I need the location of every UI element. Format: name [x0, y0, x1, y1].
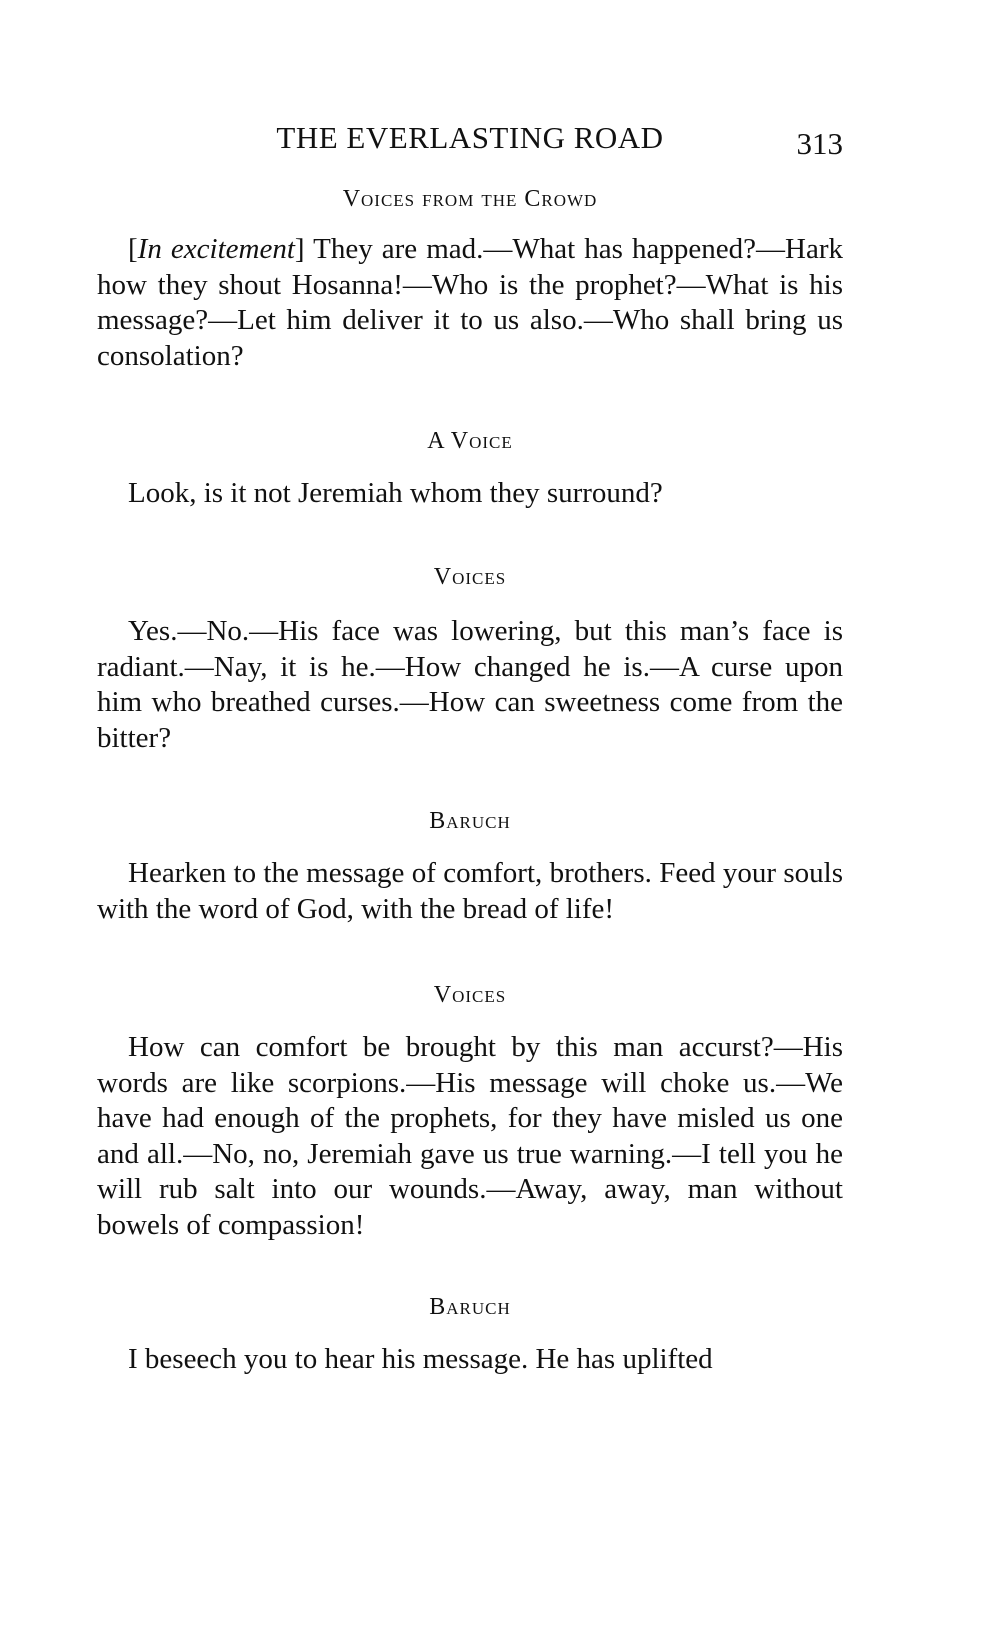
speaker-name: Voices: [433, 982, 507, 1008]
speech-text: They are mad.—What has happened?—Hark how they shout Hosanna!—Who is the prophet?—What is his message?—Let him deliver it to us also.—Who shall bring us consolation?: [97, 233, 843, 372]
speech-paragraph: [97, 1030, 843, 1243]
speech-text: I beseech you to hear his message. He has uplifted: [128, 1343, 713, 1375]
speech-text: Hearken to the message of comfort, brothers. Feed your souls with the word of God, with the bread of life!: [97, 857, 843, 925]
stage-direction: In excitement: [137, 233, 295, 265]
speech-paragraph: [97, 232, 843, 374]
running-title: THE EVERLASTING ROAD: [276, 120, 664, 155]
speech-paragraph: [97, 476, 843, 512]
speaker-name: Voices from the Crowd: [342, 186, 598, 212]
speaker-name: Baruch: [429, 808, 511, 834]
running-head: [97, 120, 843, 160]
page-number: 313: [796, 126, 843, 161]
speaker-name: Baruch: [429, 1294, 511, 1320]
speech-text: Look, is it not Jeremiah whom they surround?: [128, 477, 663, 509]
speech-text: Yes.—No.—His face was lowering, but this man’s face is radiant.—Nay, it is he.—How changed he is.—A curse upon him who breathed curses.—How can sweetness come from the bitter?: [97, 615, 843, 754]
stage-direction-open-bracket: [: [128, 233, 138, 265]
speaker-name: A Voice: [427, 428, 513, 454]
stage-direction-close-bracket: ]: [294, 233, 305, 265]
speech-paragraph: [97, 1342, 843, 1378]
speaker-name: Voices: [433, 564, 507, 590]
speech-text: How can comfort be brought by this man accurst?—His words are like scorpions.—His message will choke us.—We have had enough of the prophets, for they have misled us one and all.—No, no, Jeremiah gave us true warning.—I tell you he will rub salt into our wounds.—Away, away, man without bowels of compassion!: [97, 1031, 843, 1241]
speech-paragraph: [97, 856, 843, 927]
speech-paragraph: [97, 614, 843, 756]
